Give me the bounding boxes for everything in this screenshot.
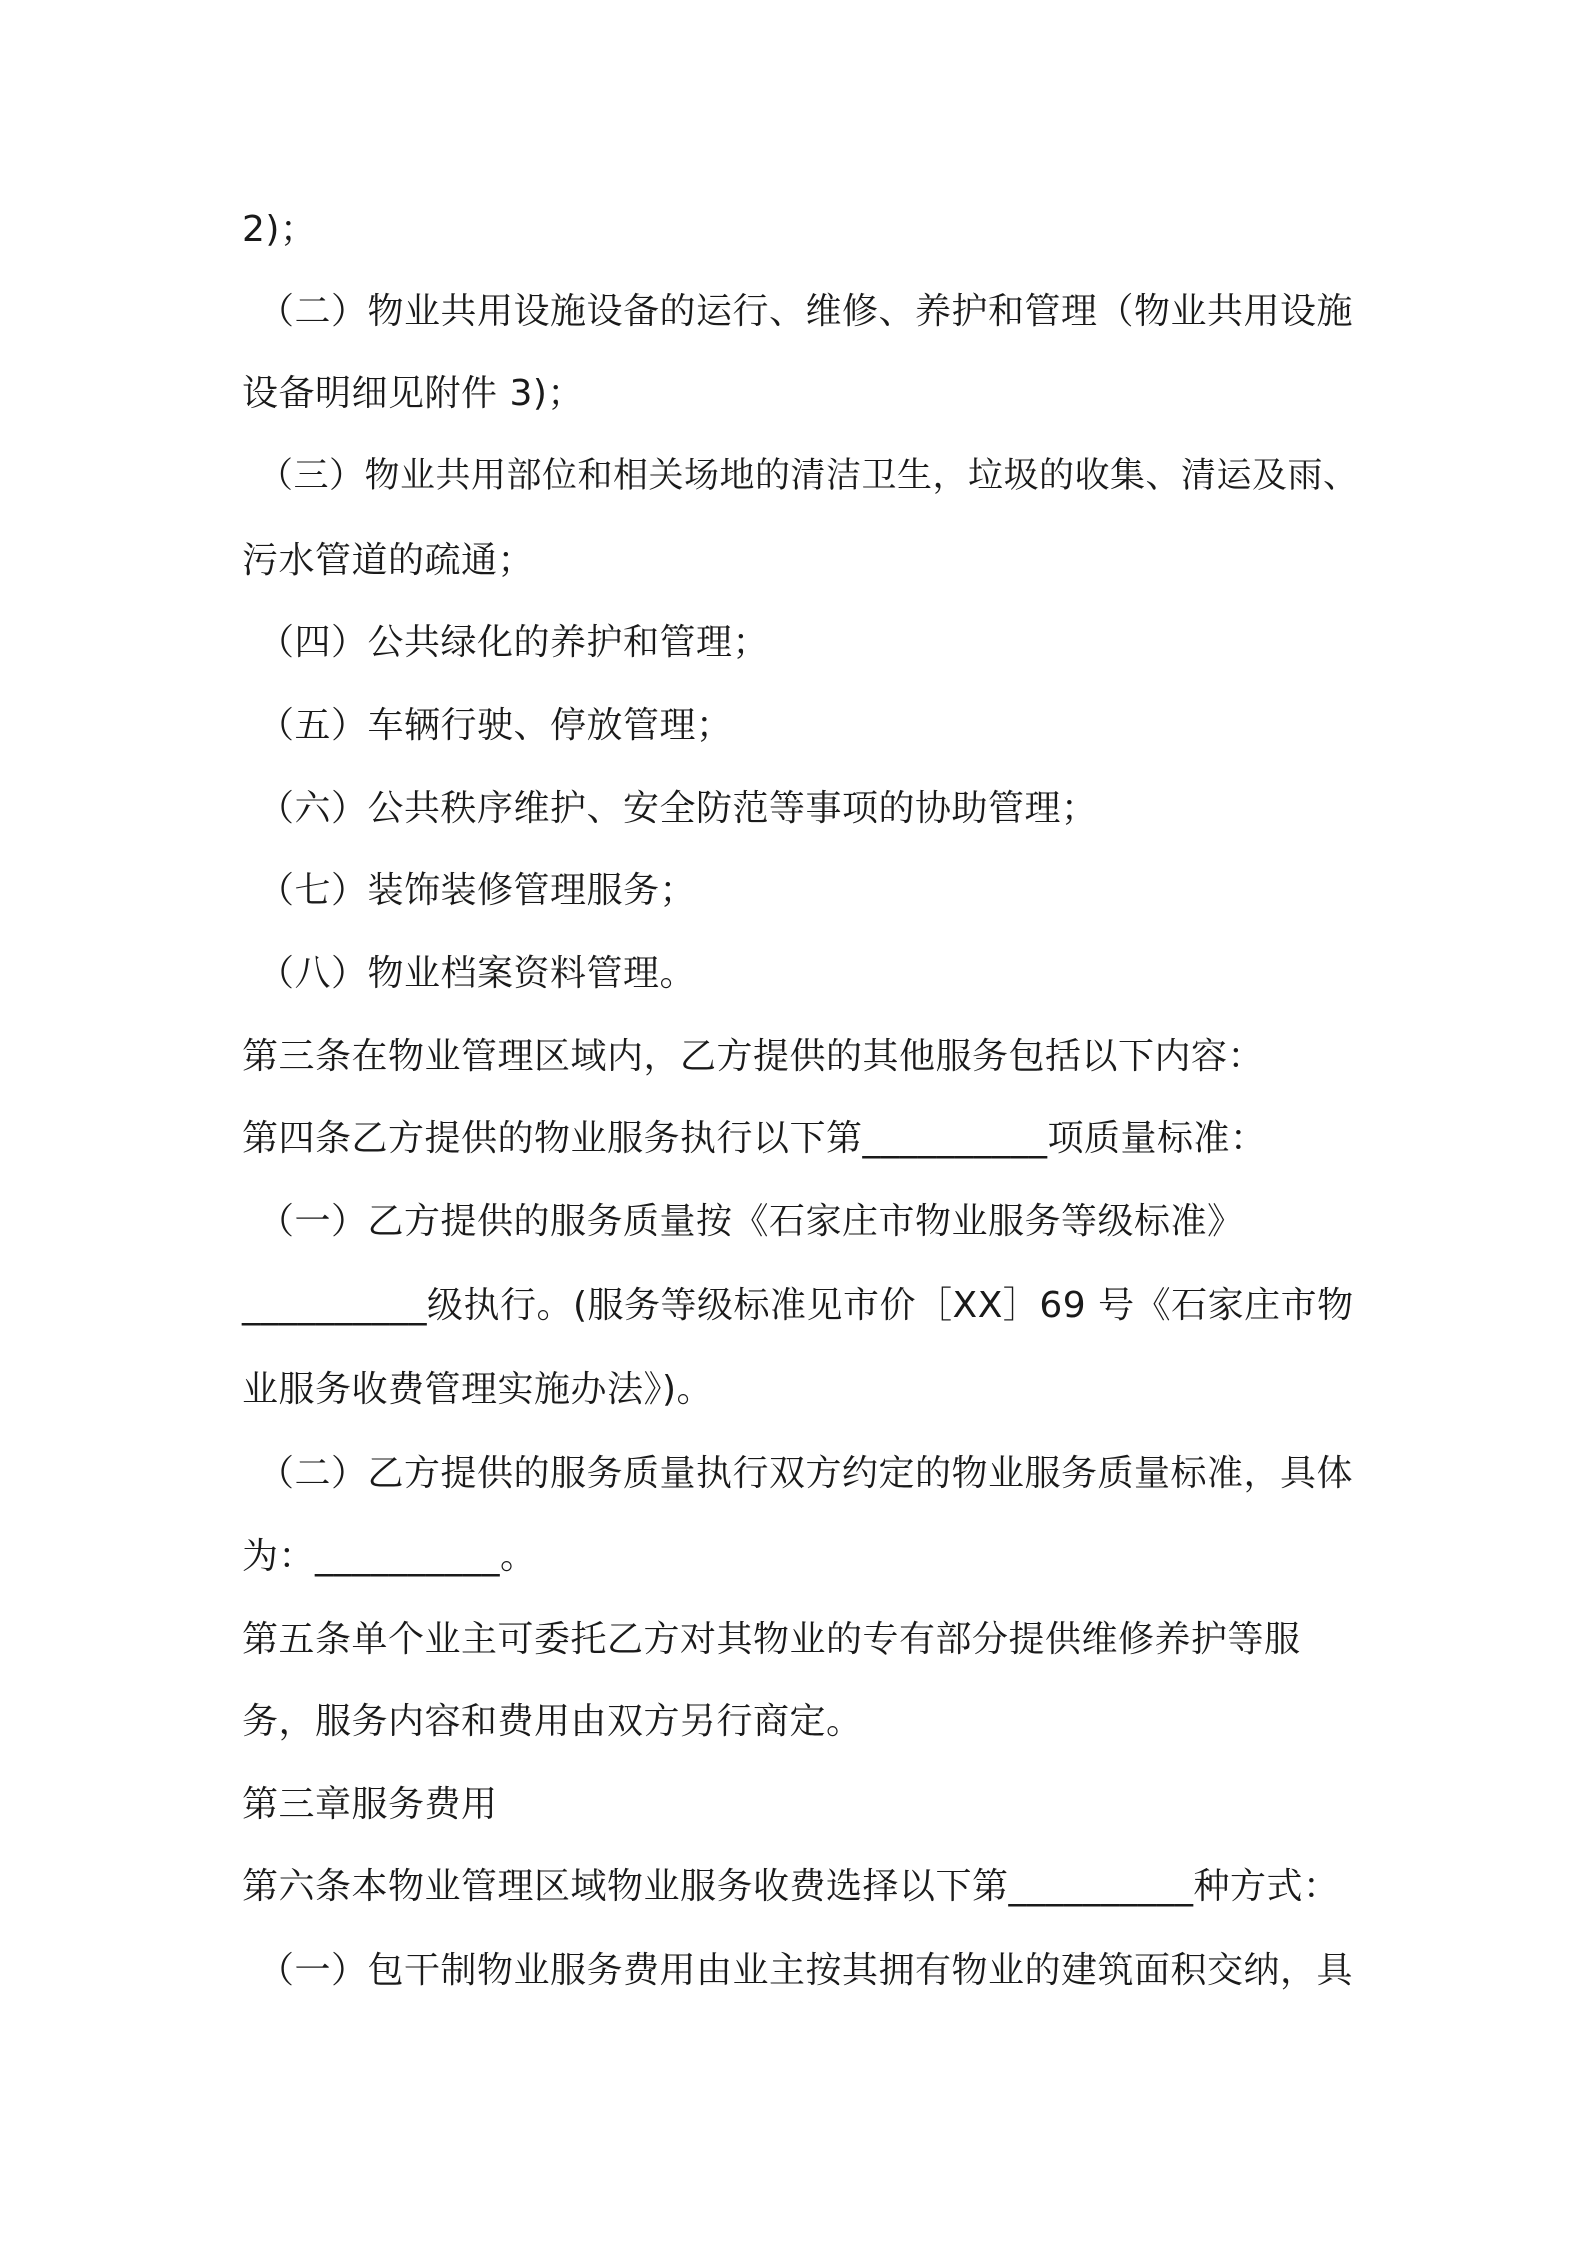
text-line-14: __________级执行。(服务等级标准见市价［XX］69 号《石家庄市物 [242,1285,1354,1326]
text-line-15: 业服务收费管理实施办法》)。 [242,1369,714,1410]
text-line-11: 第三条在物业管理区域内，乙方提供的其他服务包括以下内容： [242,1036,1265,1077]
text-line-12: 第四条乙方提供的物业服务执行以下第__________项质量标准： [242,1118,1267,1159]
text-line-6: （四）公共绿化的养护和管理； [258,622,770,663]
text-line-5: 污水管道的疏通； [242,540,535,581]
text-line-9: （七）装饰装修管理服务； [258,870,697,911]
text-line-7: （五）车辆行驶、停放管理； [258,705,733,746]
text-line-10: （八）物业档案资料管理。 [258,953,697,994]
text-line-2: （二）物业共用设施设备的运行、维修、养护和管理（物业共用设施 [258,291,1354,332]
text-line-4: （三）物业共用部位和相关场地的清洁卫生，垃圾的收集、清运及雨、 [258,456,1359,496]
text-line-1: 2)； [242,209,317,250]
text-line-22: （一）包干制物业服务费用由业主按其拥有物业的建筑面积交纳，具 [258,1950,1354,1991]
text-line-21: 第六条本物业管理区域物业服务收费选择以下第__________种方式： [242,1866,1340,1907]
text-line-13: （一）乙方提供的服务质量按《石家庄市物业服务等级标准》 [258,1201,1244,1242]
text-line-17: 为：__________。 [242,1536,537,1577]
text-line-8: （六）公共秩序维护、安全防范等事项的协助管理； [258,788,1098,829]
text-line-3: 设备明细见附件 3)； [242,373,584,414]
text-line-16: （二）乙方提供的服务质量执行双方约定的物业服务质量标准，具体 [258,1453,1354,1494]
text-line-19: 务，服务内容和费用由双方另行商定。 [242,1701,863,1742]
text-line-18: 第五条单个业主可委托乙方对其物业的专有部分提供维修养护等服 [242,1619,1301,1660]
section-heading: 第三章服务费用 [242,1784,498,1825]
